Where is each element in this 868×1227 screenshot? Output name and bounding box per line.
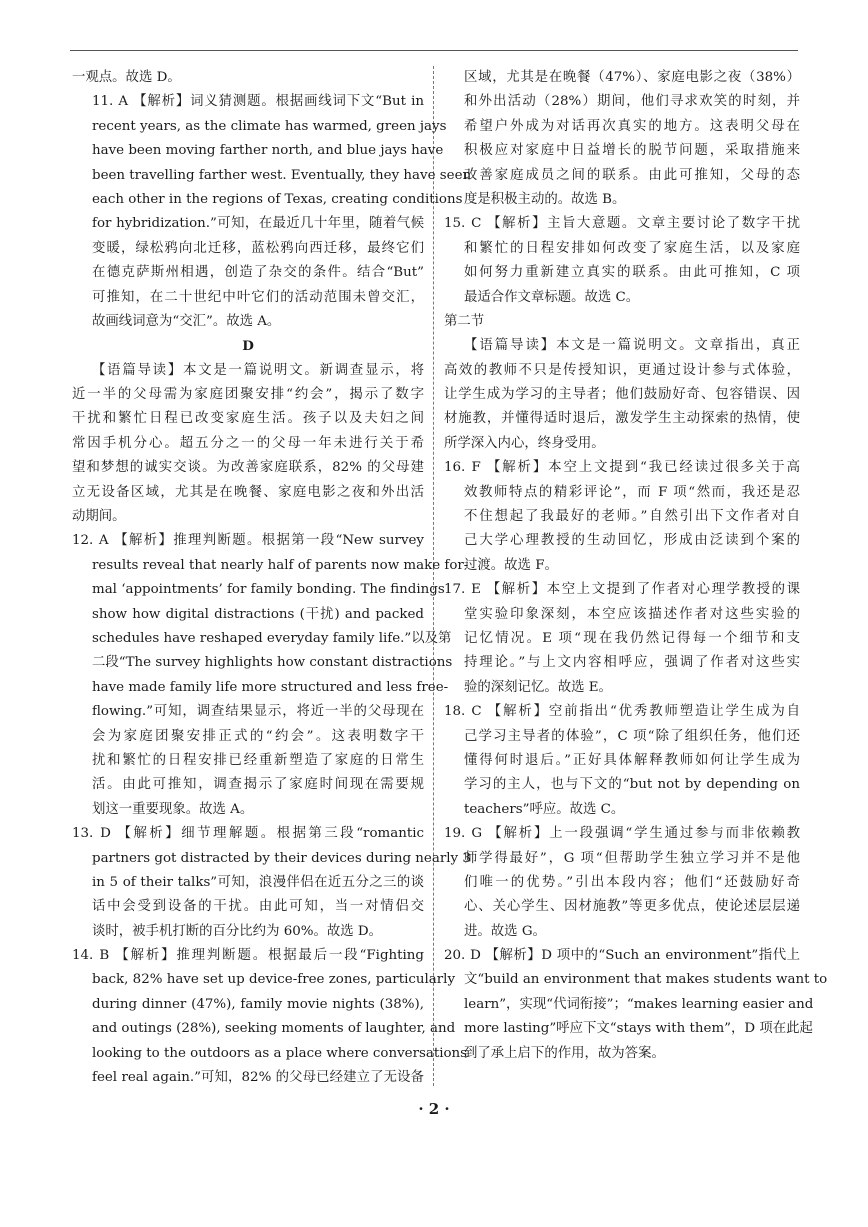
text-line: 谈时，被手机打断的百分比约为 60%。故选 D。: [92, 923, 383, 939]
right-column: [444, 66, 828, 1066]
text-line: and outings (28%), seeking moments of laughter, and: [92, 1021, 456, 1037]
text-line: 12. A 【解析】推理判断题。根据第一段“New survey: [72, 533, 424, 549]
text-line: 在德克萨斯州相遇，创造了杂交的条件。结合“But”: [92, 265, 424, 281]
text-line: 动期间。: [72, 509, 126, 525]
text-line: 效教师特点的精彩评论”，而 F 项“然而，我还是忍: [464, 484, 800, 500]
text-line: 19. G 【解析】上一段强调“学生通过参与而非依赖教: [444, 826, 800, 842]
text-line: 活。由此可推知，调查揭示了家庭时间现在需要规: [92, 777, 424, 793]
text-line: 18. C 【解析】空前指出“优秀教师塑造让学生成为自: [444, 704, 800, 720]
text-line: 14. B 【解析】推理判断题。根据最后一段“Fighting: [72, 948, 424, 964]
text-line: 最适合作文章标题。故选 C。: [464, 289, 640, 305]
text-line: 积极应对家庭中日益增长的脱节问题，采取措施来: [464, 143, 800, 159]
text-line: 16. F 【解析】本空上文提到“我已经读过很多关于高: [444, 460, 800, 476]
text-line: 进。故选 G。: [464, 923, 546, 939]
text-line: 15. C 【解析】主旨大意题。文章主要讨论了数字干扰: [444, 216, 800, 232]
text-line: 们唯一的优势。”引出本段内容；他们“还鼓励好奇: [464, 874, 800, 890]
text-line: 让学生成为学习的主导者；他们鼓励好奇、包容错误、因: [444, 387, 800, 403]
text-line: 持理论。”与上文内容相呼应，强调了作者对这些实: [464, 655, 800, 671]
text-line: 常因手机分心。超五分之一的父母一年未进行关于希: [72, 435, 424, 451]
text-line: 望和梦想的诚实交谈。为改善家庭联系，82% 的父母建: [72, 460, 424, 476]
text-line: 师学得最好”，G 项“但帮助学生独立学习并不是他: [464, 850, 800, 866]
text-line: learn”，实现“代词衔接”；“makes learning easier and: [464, 996, 814, 1012]
text-line: during dinner (47%), family movie nights (38%),: [92, 996, 424, 1012]
text-line: 懂得何时退后。”正好具体解释教师如何让学生成为: [464, 752, 800, 768]
text-line: recent years, as the climate has warmed, green jays: [92, 118, 447, 134]
text-line: have made family life more structured and less free-: [92, 679, 449, 695]
text-line: 第二节: [444, 313, 485, 329]
text-line: 希望户外成为对话再次真实的地方。这表明父母在: [464, 118, 800, 134]
text-line: in 5 of their talks”可知，浪漫伴侣在近五分之三的谈: [92, 874, 424, 890]
text-line: 故画线词意为“交汇”。故选 A。: [92, 313, 281, 329]
text-line: 过渡。故选 F。: [464, 557, 558, 573]
text-line: 不住想起了我最好的老师。”自然引出下文作者对自: [464, 509, 800, 525]
text-line: 己大学心理教授的生动回忆，形成由泛读到个案的: [464, 533, 800, 549]
text-line: 心、关心学生、因材施教”等更多优点，使论述层层递: [464, 899, 800, 915]
page-number: · 2 ·: [418, 1100, 450, 1118]
text-line: 【语篇导读】本文是一篇说明文。文章指出，真正: [464, 338, 800, 354]
text-line: 变暖，绿松鸦向北迁移，蓝松鸦向西迁移，最终它们: [92, 240, 424, 256]
text-line: 一观点。故选 D。: [72, 70, 181, 85]
text-line: schedules have reshaped everyday family life.”以及第: [92, 630, 452, 646]
section-heading: D: [242, 338, 254, 355]
text-line: looking to the outdoors as a place where conversations: [92, 1045, 468, 1061]
text-line: 干扰和繁忙日程已改变家庭生活。孩子以及夫妇之间: [72, 411, 424, 427]
text-line: 材施教，并懂得适时退后，激发学生主动探索的热情，使: [444, 411, 800, 427]
text-line: 到了承上启下的作用，故为答案。: [464, 1045, 665, 1061]
text-line: 记忆情况。E 项“现在我仍然记得每一个细节和支: [464, 630, 800, 646]
text-line: 划这一重要现象。故选 A。: [92, 801, 254, 817]
text-line: flowing.”可知，调查结果显示，将近一半的父母现在: [92, 704, 424, 720]
text-line: 11. A 【解析】词义猜测题。根据画线词下文“But in: [92, 94, 424, 110]
text-line: results reveal that nearly half of parents now make for-: [92, 557, 469, 573]
text-line: 会为家庭团聚安排正式的“约会”。这表明数字干: [92, 728, 424, 744]
text-line: feel real again.”可知，82% 的父母已经建立了无设备: [92, 1070, 424, 1086]
text-line: 己学习主导者的体验”，C 项“除了组织任务，他们还: [464, 728, 800, 744]
text-line: 二段“The survey highlights how constant distractions: [92, 655, 453, 671]
text-line: 如何努力重新建立真实的联系。由此可推知，C 项: [464, 265, 800, 281]
text-line: more lasting”呼应下文“stays with them”，D 项在此起: [464, 1021, 813, 1037]
text-line: back, 82% have set up device-free zones, particularly: [92, 972, 456, 988]
text-line: 学习的主人，也与下文的“but not by depending on: [464, 777, 800, 793]
text-line: 所学深入内心，终身受用。: [444, 435, 605, 451]
text-line: 立无设备区域，尤其是在晚餐、家庭电影之夜和外出活: [72, 484, 424, 500]
text-line: show how digital distractions (干扰) and packed: [92, 606, 424, 622]
text-line: 文“build an environment that makes students want to: [464, 972, 828, 988]
text-line: 改善家庭成员之间的联系。由此可推知，父母的态: [464, 167, 800, 183]
text-line: mal ‘appointments’ for family bonding. The findings: [92, 582, 445, 598]
text-line: 区域，尤其是在晚餐（47%）、家庭电影之夜（38%）: [464, 70, 800, 85]
text-line: 【语篇导读】本文是一篇说明文。新调查显示，将: [92, 362, 424, 378]
text-line: 度是积极主动的。故选 B。: [464, 191, 626, 207]
text-line: 和外出活动（28%）期间，他们寻求欢笑的时刻，并: [464, 94, 800, 110]
text-line: been travelling farther west. Eventually, they have seen: [92, 167, 472, 183]
text-line: for hybridization.”可知，在最近几十年里，随着气候: [92, 216, 424, 232]
text-line: 20. D 【解析】D 项中的“Such an environment”指代上: [444, 948, 800, 964]
text-line: 17. E 【解析】本空上文提到了作者对心理学教授的课: [444, 582, 800, 598]
text-line: have been moving farther north, and blue jays have: [92, 143, 444, 159]
text-line: 可推知，在二十世纪中叶它们的活动范围未曾交汇，: [92, 289, 424, 305]
text-line: teachers”呼应。故选 C。: [464, 801, 625, 817]
text-line: each other in the regions of Texas, creating conditions: [92, 191, 463, 207]
header-rule: [70, 50, 798, 51]
text-line: partners got distracted by their devices during nearly 3: [92, 850, 471, 866]
text-line: 和繁忙的日程安排如何改变了家庭生活，以及家庭: [464, 240, 800, 256]
text-line: 堂实验印象深刻，本空应该描述作者对这些实验的: [464, 606, 800, 622]
text-line: 近一半的父母需为家庭团聚安排“约会”，揭示了数字: [72, 387, 424, 403]
text-line: 话中会受到设备的干扰。由此可知，当一对情侣交: [92, 899, 424, 915]
text-line: 13. D 【解析】细节理解题。根据第三段“romantic: [72, 826, 424, 842]
text-line: 高效的教师不只是传授知识，更通过设计参与式体验，: [444, 362, 800, 378]
text-line: 扰和繁忙的日程安排已经重新塑造了家庭的日常生: [92, 752, 424, 768]
text-line: 验的深刻记忆。故选 E。: [464, 679, 612, 695]
